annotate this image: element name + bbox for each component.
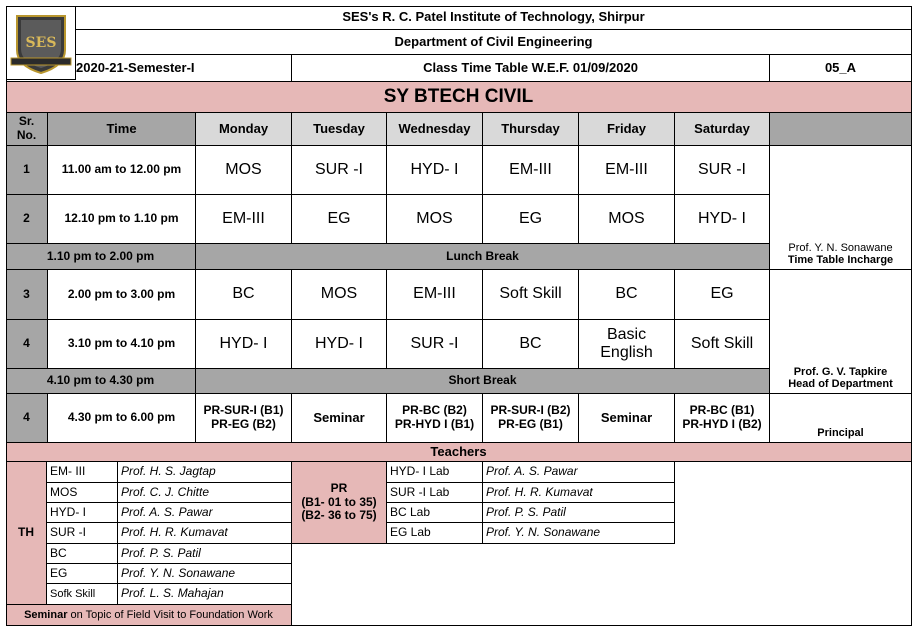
row2-time: 12.10 pm to 1.10 pm (48, 195, 196, 244)
pr-subject-2: SUR -I Lab (387, 483, 483, 503)
th-teacher-7: Prof. L. S. Mahajan (118, 584, 292, 605)
row5-wednesday (387, 394, 483, 443)
timetable-title: Class Time Table W.E.F. 01/09/2020 (292, 55, 770, 82)
pr-subject-3: BC Lab (387, 503, 483, 523)
hod-name: Prof. G. V. Tapkire (793, 365, 888, 378)
row5-thursday-line1: PR-SUR-I (B2) (490, 403, 571, 418)
pr-label (292, 462, 387, 544)
row3-tuesday: MOS (292, 270, 387, 320)
hod-signature (770, 270, 912, 394)
seminar-note (6, 605, 292, 626)
row1-thursday: EM-III (483, 146, 579, 195)
row4-friday-line1: Basic (606, 325, 647, 343)
row1-wednesday: HYD- I (387, 146, 483, 195)
sr-header-line2: No. (16, 128, 37, 142)
row2-thursday: EG (483, 195, 579, 244)
hod-role: Head of Department (788, 378, 893, 391)
pr-subject-4: EG Lab (387, 523, 483, 544)
semester-label: 2020-21-Semester-I (6, 55, 292, 82)
seminar-note-text: on Topic of Field Visit to Foundation Work (67, 608, 273, 621)
sr-no-header (6, 113, 48, 146)
row3-thursday: Soft Skill (483, 270, 579, 320)
row2-friday: MOS (579, 195, 675, 244)
day-header-tuesday: Tuesday (292, 113, 387, 146)
incharge-name: Prof. Y. N. Sonawane (788, 241, 893, 254)
row2-saturday: HYD- I (675, 195, 770, 244)
th-teacher-3: Prof. A. S. Pawar (118, 503, 292, 523)
pr-teacher-2: Prof. H. R. Kumavat (483, 483, 675, 503)
th-teacher-2: Prof. C. J. Chitte (118, 483, 292, 503)
lunch-time: 1.10 pm to 2.00 pm (6, 244, 196, 270)
day-header-friday: Friday (579, 113, 675, 146)
row4-saturday: Soft Skill (675, 320, 770, 369)
row5-wednesday-line2: PR-HYD I (B1) (394, 417, 475, 431)
row2-wednesday: MOS (387, 195, 483, 244)
row5-saturday-line2: PR-HYD I (B2) (682, 417, 762, 431)
row3-monday: BC (196, 270, 292, 320)
row1-monday: MOS (196, 146, 292, 195)
th-subject-7: Sofk Skill (47, 584, 118, 605)
row4-wednesday: SUR -I (387, 320, 483, 369)
row3-friday: BC (579, 270, 675, 320)
logo-text: SES (25, 34, 56, 51)
timetable-code: 05_A (770, 55, 912, 82)
teachers-title: Teachers (6, 443, 912, 462)
row5-thursday-line2: PR-EG (B1) (498, 417, 563, 431)
institute-name: SES's R. C. Patel Institute of Technology, Shirpur (76, 6, 912, 30)
row5-time: 4.30 pm to 6.00 pm (48, 394, 196, 443)
pr-teacher-1: Prof. A. S. Pawar (483, 462, 675, 483)
row4-friday-line2: English (600, 344, 653, 361)
th-teacher-4: Prof. H. R. Kumavat (118, 523, 292, 544)
th-subject-5: BC (47, 544, 118, 564)
day-header-monday: Monday (196, 113, 292, 146)
pr-label-line2: (B1- 01 to 35) (301, 494, 377, 509)
row1-tuesday: SUR -I (292, 146, 387, 195)
incharge-role: Time Table Incharge (787, 254, 894, 267)
row5-sr: 4 (6, 394, 48, 443)
pr-subject-1: HYD- I Lab (387, 462, 483, 483)
row3-wednesday: EM-III (387, 270, 483, 320)
day-header-wednesday: Wednesday (387, 113, 483, 146)
th-subject-1: EM- III (47, 462, 118, 483)
row4-time: 3.10 pm to 4.10 pm (48, 320, 196, 369)
short-break-time: 4.10 pm to 4.30 pm (6, 369, 196, 394)
th-subject-2: MOS (47, 483, 118, 503)
row2-sr: 2 (6, 195, 48, 244)
pr-label-line3: (B2- 36 to 75) (301, 508, 377, 523)
row5-tuesday: Seminar (292, 394, 387, 443)
th-teacher-5: Prof. P. S. Patil (118, 544, 292, 564)
remarks-header (770, 113, 912, 146)
time-header: Time (48, 113, 196, 146)
department-name: Department of Civil Engineering (76, 30, 912, 55)
pr-teacher-3: Prof. P. S. Patil (483, 503, 675, 523)
row5-wednesday-line1: PR-BC (B2) (402, 403, 467, 418)
lunch-break-label: Lunch Break (196, 244, 770, 270)
row1-time: 11.00 am to 12.00 pm (48, 146, 196, 195)
row2-tuesday: EG (292, 195, 387, 244)
th-subject-6: EG (47, 564, 118, 584)
row1-sr: 1 (6, 146, 48, 195)
row4-sr: 4 (6, 320, 48, 369)
th-teacher-1: Prof. H. S. Jagtap (118, 462, 292, 483)
row3-sr: 3 (6, 270, 48, 320)
row1-friday: EM-III (579, 146, 675, 195)
row1-saturday: SUR -I (675, 146, 770, 195)
row5-friday: Seminar (579, 394, 675, 443)
row5-monday-line2: PR-EG (B2) (211, 417, 276, 431)
th-subject-3: HYD- I (47, 503, 118, 523)
sr-header-line1: Sr. (18, 114, 35, 129)
row3-time: 2.00 pm to 3.00 pm (48, 270, 196, 320)
row5-monday-line1: PR-SUR-I (B1) (203, 403, 284, 418)
row5-monday (196, 394, 292, 443)
short-break-label: Short Break (196, 369, 770, 394)
row2-monday: EM-III (196, 195, 292, 244)
row4-friday (579, 320, 675, 369)
pr-label-line1: PR (330, 480, 348, 495)
row4-monday: HYD- I (196, 320, 292, 369)
row5-saturday (675, 394, 770, 443)
day-header-saturday: Saturday (675, 113, 770, 146)
incharge-signature (770, 146, 912, 270)
row5-thursday (483, 394, 579, 443)
th-teacher-6: Prof. Y. N. Sonawane (118, 564, 292, 584)
row5-saturday-line1: PR-BC (B1) (689, 403, 755, 418)
th-subject-4: SUR -I (47, 523, 118, 544)
row4-tuesday: HYD- I (292, 320, 387, 369)
class-title: SY BTECH CIVIL (6, 82, 912, 113)
th-label: TH (6, 462, 47, 605)
row4-thursday: BC (483, 320, 579, 369)
seminar-note-bold: Seminar (24, 608, 68, 621)
day-header-thursday: Thursday (483, 113, 579, 146)
pr-teacher-4: Prof. Y. N. Sonawane (483, 523, 675, 544)
principal-signature: Principal (770, 394, 912, 443)
row3-saturday: EG (675, 270, 770, 320)
